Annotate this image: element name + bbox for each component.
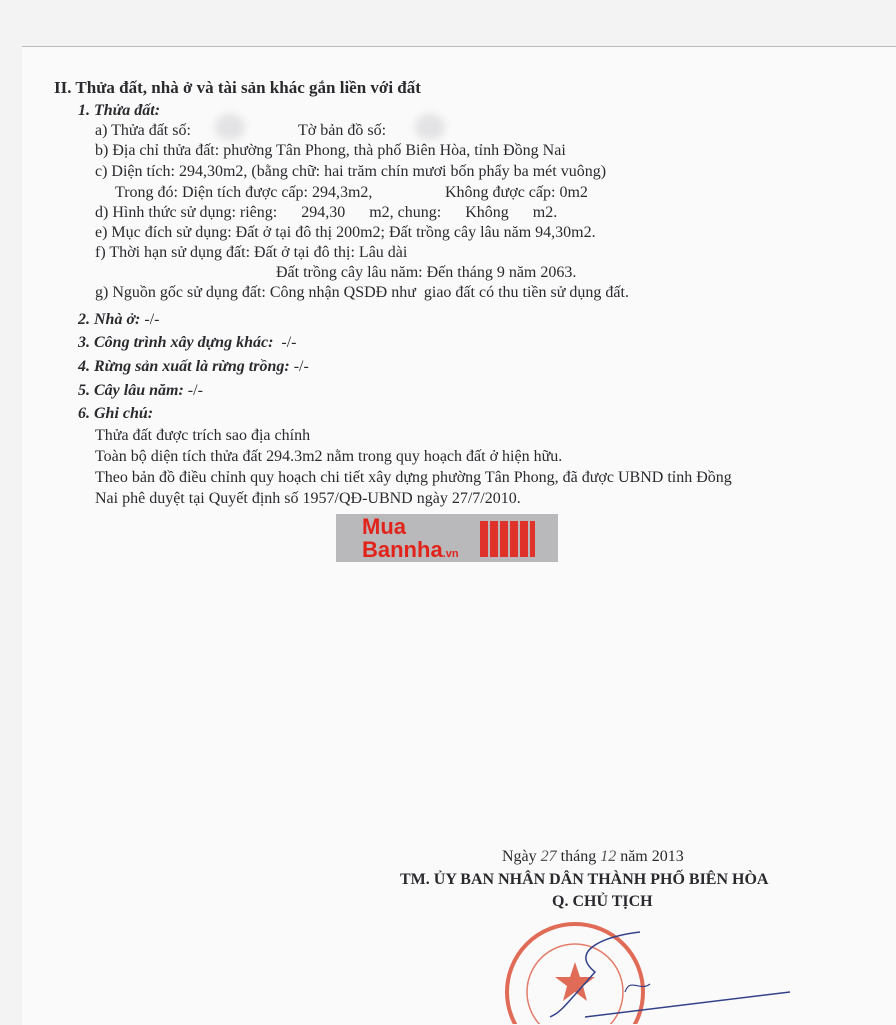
signing-authority: TM. ỦY BAN NHÂN DÂN THÀNH PHỐ BIÊN HÒA	[400, 871, 769, 888]
parcel-area: c) Diện tích: 294,30m2, (bằng chữ: hai trăm chín mươi bốn phẩy ba mét vuông)	[95, 163, 607, 180]
usage-term: f) Thời hạn sử dụng đất: Đất ở tại đô thị: Lâu dài	[95, 244, 408, 261]
redacted-map-number	[415, 114, 445, 140]
usage-form: d) Hình thức sử dụng: riêng: 294,30 m2, chung: Không m2.	[95, 204, 558, 221]
item-other-construction: 3. Công trình xây dựng khác: -/-	[78, 334, 297, 351]
usage-purpose: e) Mục đích sử dụng: Đất ở tại đô thị 200m2; Đất trồng cây lâu năm 94,30m2.	[95, 224, 596, 241]
item-forest: 4. Rừng sản xuất là rừng trồng: -/-	[78, 358, 309, 375]
signature-date: Ngày 27 tháng 12 năm 2013	[502, 848, 684, 865]
usage-origin: g) Nguồn gốc sử dụng đất: Công nhận QSDĐ như giao đất có thu tiền sử dụng đất.	[95, 284, 629, 301]
note-line: Toàn bộ diện tích thửa đất 294.3m2 nằm trong quy hoạch đất ở hiện hữu.	[95, 448, 563, 465]
official-stamp	[490, 914, 830, 1024]
parcel-address: b) Địa chỉ thửa đất: phường Tân Phong, thà phố Biên Hòa, tỉnh Đồng Nai	[95, 142, 566, 159]
parcel-number-label: a) Thửa đất số:	[95, 122, 191, 139]
item-perennial-trees: 5. Cây lâu năm: -/-	[78, 382, 203, 399]
section-title: II. Thửa đất, nhà ở và tài sản khác gắn liền với đất	[54, 78, 421, 97]
usage-term-perennial: Đất trồng cây lâu năm: Đến tháng 9 năm 2063.	[276, 264, 577, 281]
note-line: Thửa đất được trích sao địa chính	[95, 427, 311, 444]
not-granted-area: Không được cấp: 0m2	[445, 184, 588, 201]
redacted-parcel-number	[215, 114, 245, 140]
signer-title: Q. CHỦ TỊCH	[552, 893, 653, 910]
note-line: Nai phê duyệt tại Quyết định số 1957/QĐ-UBND ngày 27/7/2010.	[95, 490, 521, 507]
notes-heading: 6. Ghi chú:	[78, 405, 154, 422]
parcel-heading: 1. Thửa đất:	[78, 102, 161, 119]
note-line: Theo bản đồ điều chỉnh quy hoạch chi tiết xây dựng phường Tân Phong, đã được UBND tỉnh Đồng	[95, 469, 732, 486]
map-sheet-label: Tờ bản đồ số:	[298, 122, 387, 139]
building-icon	[480, 521, 535, 557]
item-house: 2. Nhà ở: -/-	[78, 311, 160, 328]
granted-area: Trong đó: Diện tích được cấp: 294,3m2,	[115, 184, 373, 201]
watermark-logo: Mua Bannha.vn	[336, 514, 558, 562]
